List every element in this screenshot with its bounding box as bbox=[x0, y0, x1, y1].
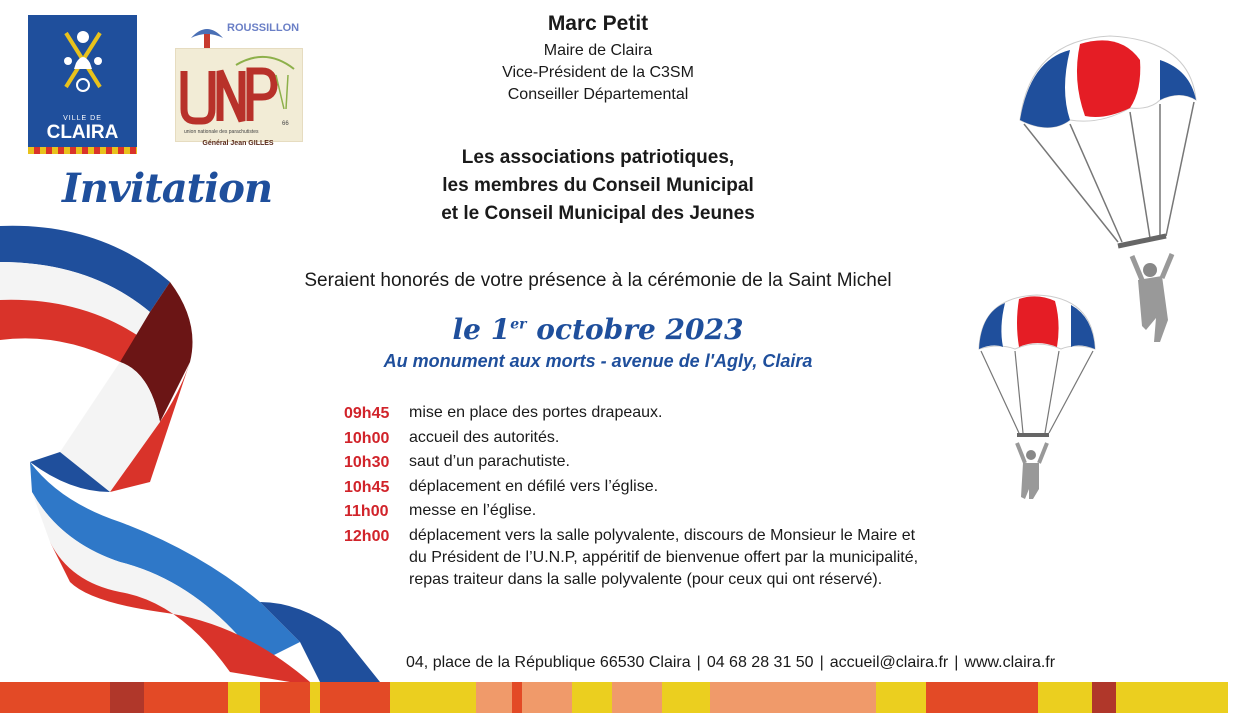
hosts-block bbox=[370, 144, 826, 228]
schedule-description bbox=[409, 402, 1044, 427]
schedule-line: repas traiteur dans la salle polyvalente (pour ceux qui ont réservé). bbox=[409, 570, 883, 588]
mayor-title-line: Vice-Président de la C3SM bbox=[502, 64, 694, 81]
claira-logo-name: CLAIRA bbox=[46, 122, 119, 143]
schedule-time: 12h00 bbox=[344, 527, 390, 545]
unp-logo bbox=[167, 18, 309, 154]
schedule-line: mise en place des portes drapeaux. bbox=[409, 404, 663, 421]
band-segment bbox=[144, 682, 228, 713]
mayor-title-line: Conseiller Départemental bbox=[507, 86, 689, 103]
schedule-time: 09h45 bbox=[344, 405, 390, 422]
honored-line: Seraient honorés de votre présence à la cérémonie de la Saint Michel bbox=[304, 270, 892, 291]
schedule-line: saut d’un parachutiste. bbox=[409, 453, 570, 470]
band-segment bbox=[310, 682, 320, 713]
schedule-description bbox=[409, 451, 1044, 476]
band-segment bbox=[612, 682, 662, 713]
schedule-list bbox=[344, 402, 1044, 591]
schedule-time: 10h45 bbox=[344, 478, 390, 496]
band-segment bbox=[0, 682, 110, 713]
hosts-line: et le Conseil Municipal des Jeunes bbox=[441, 203, 755, 224]
unp-tagline: union nationale des parachutistes bbox=[184, 129, 259, 135]
schedule-item bbox=[344, 402, 1044, 427]
footer-contact bbox=[406, 654, 1166, 672]
footer-separator: | bbox=[696, 654, 701, 671]
band-segment bbox=[710, 682, 876, 713]
unp-letters-icon bbox=[176, 49, 302, 141]
bottom-color-band bbox=[0, 682, 1244, 713]
footer-phone[interactable]: 04 68 28 31 50 bbox=[706, 654, 814, 671]
schedule-description bbox=[409, 476, 1044, 501]
band-segment bbox=[1092, 682, 1116, 713]
schedule-description bbox=[409, 525, 1044, 591]
hosts-line: les membres du Conseil Municipal bbox=[442, 175, 754, 196]
invitation-title: Invitation bbox=[62, 165, 273, 212]
unp-number: 66 bbox=[282, 121, 289, 127]
schedule-description bbox=[409, 500, 1044, 525]
mayor-title-line: Maire de Claira bbox=[543, 42, 653, 59]
band-segment bbox=[512, 682, 522, 713]
footer-address: 04, place de la République 66530 Claira bbox=[406, 654, 691, 671]
hosts-line: Les associations patriotiques, bbox=[461, 147, 735, 168]
schedule-item bbox=[344, 525, 1044, 591]
unp-subtitle: Général Jean GILLES bbox=[202, 140, 274, 147]
band-segment bbox=[1038, 682, 1092, 713]
band-segment bbox=[476, 682, 512, 713]
schedule-line: déplacement en défilé vers l’église. bbox=[409, 477, 659, 495]
schedule-item bbox=[344, 476, 1044, 501]
band-segment bbox=[320, 682, 390, 713]
schedule-time: 10h00 bbox=[344, 429, 390, 447]
schedule-line: déplacement vers la salle polyvalente, discours de Monsieur le Maire et bbox=[409, 526, 916, 544]
event-date-prefix: le 1 bbox=[452, 313, 511, 346]
band-segment bbox=[572, 682, 612, 713]
schedule-item bbox=[344, 451, 1044, 476]
band-segment bbox=[260, 682, 310, 713]
claira-emblem-icon bbox=[28, 15, 137, 115]
band-segment bbox=[522, 682, 572, 713]
schedule-line: accueil des autorités. bbox=[409, 428, 560, 446]
band-segment bbox=[876, 682, 926, 713]
claira-logo-stripe bbox=[28, 147, 137, 154]
band-segment bbox=[228, 682, 260, 713]
event-place: Au monument aux morts - avenue de l'Agly, Claira bbox=[383, 351, 813, 371]
claira-logo-ville: VILLE DE bbox=[63, 115, 102, 122]
schedule-item bbox=[344, 427, 1044, 452]
event-date-suffix: octobre 2023 bbox=[526, 313, 744, 346]
band-segment bbox=[662, 682, 710, 713]
footer-website[interactable]: www.claira.fr bbox=[964, 654, 1056, 671]
band-segment bbox=[926, 682, 1038, 713]
band-segment bbox=[390, 682, 476, 713]
schedule-item bbox=[344, 500, 1044, 525]
unp-region: ROUSSILLON bbox=[227, 22, 300, 34]
footer-separator: | bbox=[954, 654, 959, 671]
schedule-time: 11h00 bbox=[344, 503, 389, 520]
event-date-sup: er bbox=[510, 316, 527, 333]
event-date bbox=[400, 313, 796, 346]
mayor-titles bbox=[440, 40, 756, 106]
schedule-description bbox=[409, 427, 1044, 452]
schedule-line: du Président de l’U.N.P, appéritif de bienvenue offert par la municipalité, bbox=[409, 548, 919, 566]
schedule-time: 10h30 bbox=[344, 454, 390, 471]
unp-winged-emblem-icon bbox=[187, 20, 227, 54]
claira-logo bbox=[28, 15, 137, 154]
footer-separator: | bbox=[819, 654, 824, 671]
schedule-line: messe en l’église. bbox=[409, 502, 537, 519]
band-segment bbox=[1116, 682, 1228, 713]
mayor-name: Marc Petit bbox=[547, 12, 649, 35]
band-segment bbox=[110, 682, 144, 713]
unp-logo-frame bbox=[175, 48, 303, 142]
footer-email[interactable]: accueil@claira.fr bbox=[829, 654, 949, 671]
